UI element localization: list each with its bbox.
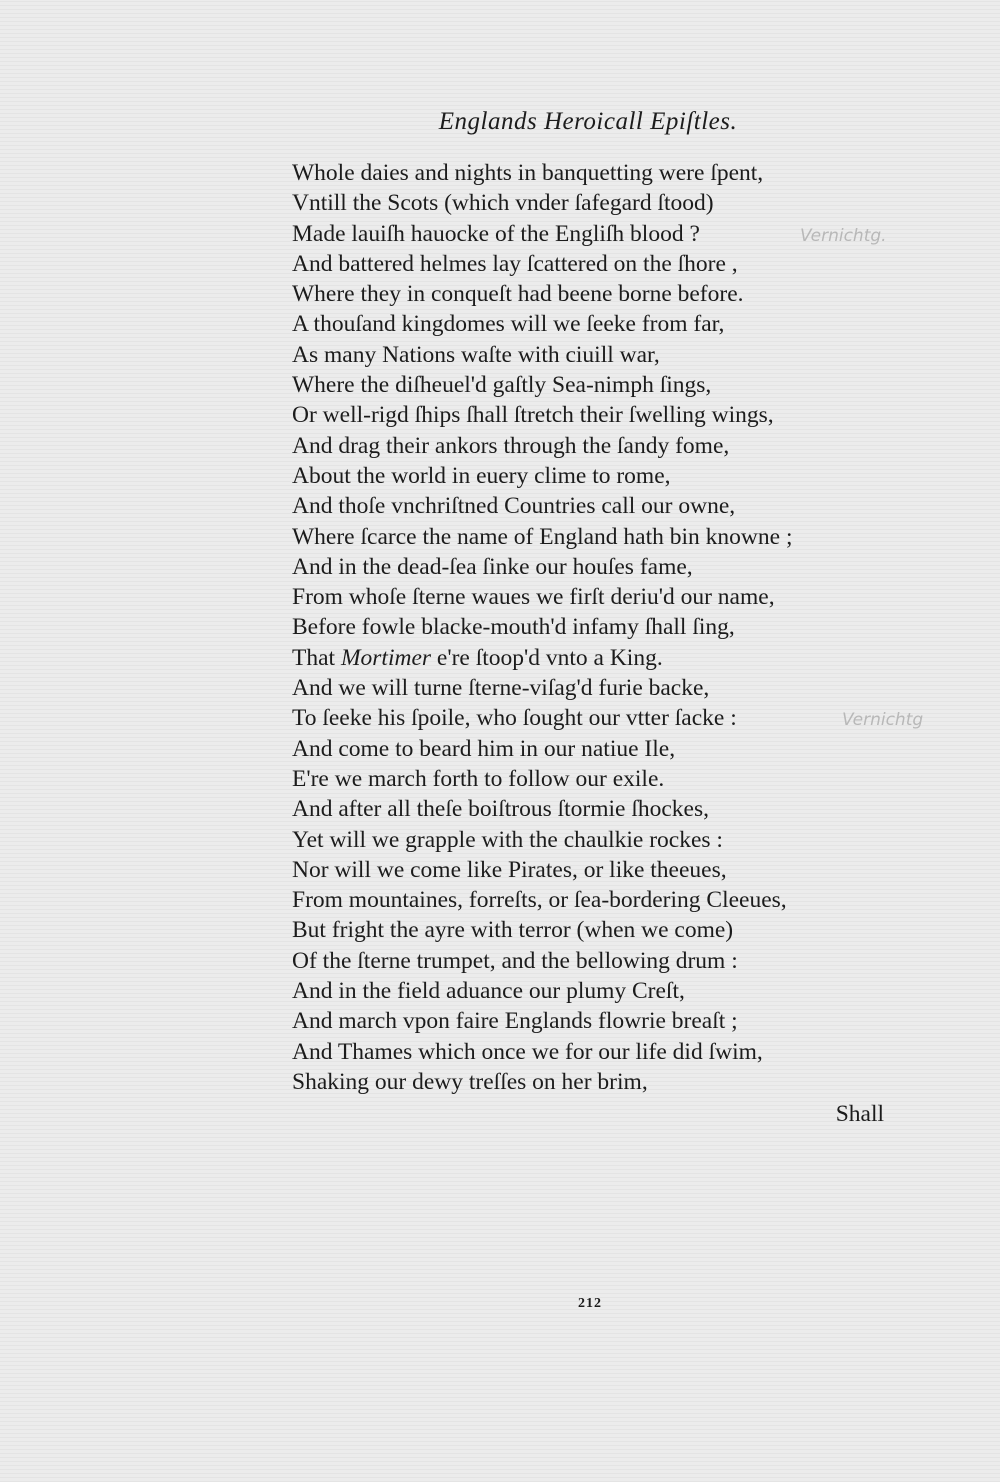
verse-text: e're ſtoop'd vnto a King. [431,644,663,671]
verse-line: As many Nations waſte with ciuill war, [292,341,660,368]
verse-line: Of the ſterne trumpet, and the bellowing drum : [292,947,738,974]
verse-line: Shaking our dewy treſſes on her brim, [292,1068,648,1095]
verse-line: And drag their ankors through the ſandy fome, [292,432,730,459]
verse-text: That [292,644,341,671]
verse-line: Before fowle blacke-mouth'd infamy ſhall ſing, [292,614,735,641]
verse-line: And battered helmes lay ſcattered on the ſhore , [292,250,738,277]
verse-line: And Thames which once we for our life did ſwim, [292,1038,763,1065]
verse-line: And thoſe vnchriſtned Countries call our owne, [292,493,736,520]
verse-line: And after all theſe boiſtrous ſtormie ſhockes, [292,796,710,823]
verse-line: Nor will we come like Pirates, or like theeues, [292,856,727,883]
verse-line: And come to beard him in our natiue Ile, [292,735,676,762]
verse-line-mortimer [292,643,892,673]
verse-line: But fright the ayre with terror (when we come) [292,917,734,944]
verse-line: From mountaines, forreſts, or ſea-bordering Cleeues, [292,887,787,914]
page-number: 212 [578,1296,602,1311]
marginal-note: Vernichtg [842,710,924,730]
verse-line: Whole daies and nights in banquetting were ſpent, [292,160,764,186]
verse-line: Where they in conqueſt had beene borne before. [292,281,744,308]
verse-block [292,158,892,1097]
verse-line: A thouſand kingdomes will we ſeeke from far, [292,311,725,338]
verse-line: Where the diſheuel'd gaſtly Sea-nimph ſings, [292,372,712,399]
proper-name-mortimer: Mortimer [340,644,432,671]
verse-line: And in the field aduance our plumy Creſt, [292,978,685,1005]
verse-line: To ſeeke his ſpoile, who ſought our vtter ſacke : [292,705,737,732]
verse-line: Made lauiſh hauocke of the Engliſh blood ? [292,220,700,247]
verse-line: From whoſe ſterne waues we firſt deriu'd our name, [292,584,775,611]
verse-line: About the world in euery clime to rome, [292,462,671,489]
verse-line: And in the dead-ſea ſinke our houſes fame, [292,553,693,580]
running-head: Englands Heroicall Epiſtles. [438,108,738,135]
verse-line: And march vpon faire Englands flowrie breaſt ; [292,1008,738,1035]
verse-line: Yet will we grapple with the chaulkie rockes : [292,826,723,853]
verse-line: Where ſcarce the name of England hath bin knowne ; [292,523,793,550]
marginal-note: Vernichtg. [800,226,887,246]
verse-line: Vntill the Scots (which vnder ſafegard ſtood) [292,190,714,217]
verse-line: And we will turne ſterne-viſag'd furie backe, [292,675,710,702]
catchword: Shall [835,1101,884,1127]
verse-line: E're we march forth to follow our exile. [292,765,665,792]
verse-line: Or well-rigd ſhips ſhall ſtretch their ſwelling wings, [292,402,774,429]
